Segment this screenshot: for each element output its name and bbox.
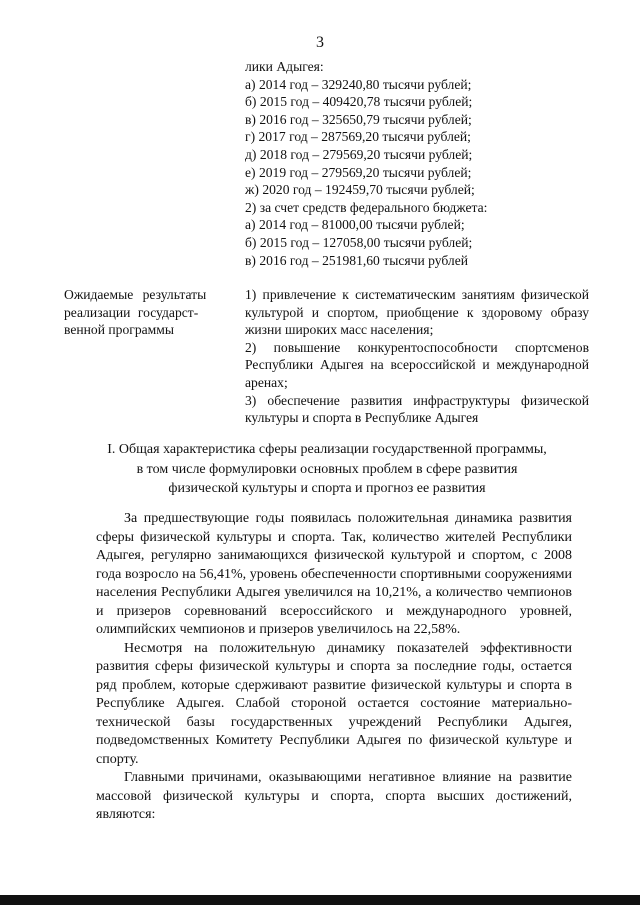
funding-line: а) 2014 год – 329240,80 тысячи рублей; xyxy=(245,76,472,92)
label-line: венной программы xyxy=(64,322,175,338)
label-line: реализации государст- xyxy=(64,304,199,320)
funding-line: б) 2015 год – 127058,00 тысячи рублей; xyxy=(245,234,473,250)
section-heading xyxy=(64,440,590,499)
scan-bottom-border xyxy=(0,895,640,905)
funding-list xyxy=(245,58,595,269)
expected-results-content xyxy=(245,286,589,427)
heading-line: физической культуры и спорта и прогноз ее развития xyxy=(168,481,486,496)
paragraph: За предшествующие годы появилась положительная динамика развития сферы физической культуры и спорта. Так, количество жителей Республики Адыгея, регулярно занимающихся физической культурой и спортом, с 2008 года возросло на 56,41%, уровень обеспеченности спортивными сооружениями населения Республики Адыгея увеличился на 10,21%, а количество чемпионов и призеров соревнований всероссийского и международного уровней, олимпийских чемпионов и призеров увеличилось на 22,58%. xyxy=(96,511,572,637)
result-item: 3) обеспечение развития инфраструктуры физической культуры и спорта в Республике Адыгея xyxy=(245,392,589,426)
funding-line: в) 2016 год – 325650,79 тысячи рублей; xyxy=(245,111,472,127)
funding-line: в) 2016 год – 251981,60 тысячи рублей xyxy=(245,252,469,268)
funding-line: е) 2019 год – 279569,20 тысячи рублей; xyxy=(245,164,472,180)
result-item: 2) повышение конкурентоспособности спортсменов Республики Адыгея на всероссийской и международной аренах; xyxy=(245,339,589,390)
funding-line: 2) за счет средств федерального бюджета: xyxy=(245,199,488,215)
heading-line: I. Общая характеристика сферы реализации государственной программы, xyxy=(107,442,547,457)
funding-line: д) 2018 год – 279569,20 тысячи рублей; xyxy=(245,146,473,162)
funding-line: ж) 2020 год – 192459,70 тысячи рублей; xyxy=(245,182,475,198)
page-number: 3 xyxy=(316,34,324,51)
funding-line: б) 2015 год – 409420,78 тысячи рублей; xyxy=(245,94,473,110)
funding-line: г) 2017 год – 287569,20 тысячи рублей; xyxy=(245,129,471,145)
label-line: Ожидаемые результаты xyxy=(64,287,207,302)
paragraph: Несмотря на положительную динамику показателей эффективности развития сферы физической культуры и спорта за последние годы, остается ряд проблем, которые сдерживают развитие физической культуры и спорта в Республике Адыгея. Слабой стороной остается состояние материально-технической базы государственных учреждений Республики Адыгея, подведомственных Комитету Республики Адыгея по физической культуре и спорту. xyxy=(96,640,572,767)
heading-line: в том числе формулировки основных проблем в сфере развития xyxy=(136,461,518,477)
funding-line: лики Адыгея: xyxy=(245,59,324,74)
body-text xyxy=(96,510,572,825)
paragraph: Главными причинами, оказывающими негативное влияние на развитие массовой физической культуры и спорта, спорта высших достижений, являются: xyxy=(96,770,572,822)
expected-results-label xyxy=(64,286,224,339)
funding-line: а) 2014 год – 81000,00 тысячи рублей; xyxy=(245,217,465,233)
result-item: 1) привлечение к систематическим занятиям физической культурой и спортом, приобщение к здоровому образу жизни широких масс населения; xyxy=(245,287,589,338)
